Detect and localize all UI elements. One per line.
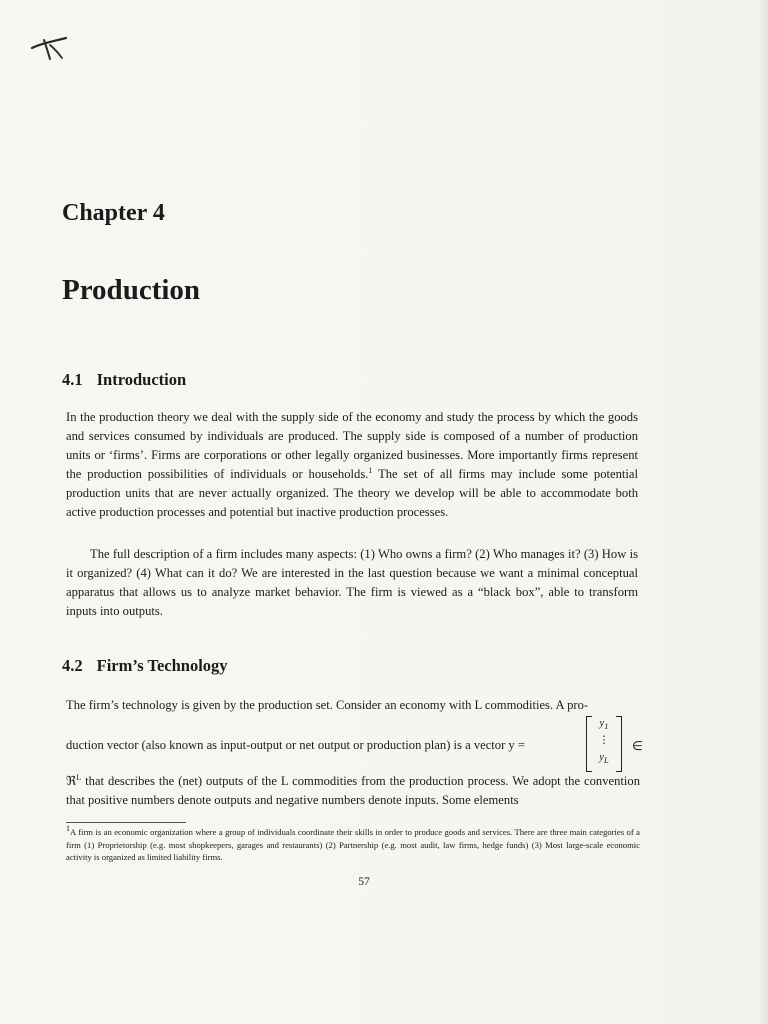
real-space-symbol: ℜ — [66, 774, 77, 788]
page-number: 57 — [358, 876, 370, 888]
vector-entry-ellipsis: ⋮ — [598, 735, 610, 746]
chapter-title: Production — [62, 274, 201, 306]
footnote-reference: 1 — [368, 465, 373, 475]
intro-paragraph-2: The full description of a firm includes many aspects: (1) Who owns a firm? (2) Who manages it? (3) How is it organized? (4) What can it do? We are interested in the last question because we want a minimal conceptual apparatus that allows us to analyze market behavior. The firm is viewed as a “black box”, able to transform inputs into outputs. — [66, 547, 638, 618]
paragraph-text: In the production theory we deal with the supply side of the economy and study the process by which the goods and services consumed by individuals are produced. The supply side is composed of a number of production units or ‘firms’. Firms are corporations or other legally organized businesses. More importantly firms represent the production possibilities of individuals or households. — [66, 410, 638, 481]
section-title: Firm’s Technology — [96, 656, 228, 675]
footnote-divider — [66, 822, 186, 823]
intro-paragraph-1 — [66, 408, 638, 522]
section-title: Introduction — [96, 370, 187, 389]
section-heading-introduction — [62, 370, 186, 390]
paragraph-text: that describes the (net) outputs of the L commodities from the production process. We adopt the convention that positive numbers denote outputs and negative numbers denote inputs. Some elements — [66, 774, 641, 807]
production-vector-row — [66, 716, 643, 772]
vector-entry-last: $y_L$ — [599, 752, 609, 766]
technology-paragraph-line-1: The firm’s technology is given by the production set. Consider an economy with L commodities. A pro- — [66, 698, 589, 712]
footnote-text: A firm is an economic organization where a group of individuals coordinate their skills in order to produce goods and services. There are three main categories of a firm (1) Proprietorship (e.g. most shopkeepers, garages and restaurants) (2) Partnership (e.g. most audit, law firms, hedge funds) (3) Most large-scale economic activity is organized as limited liability firms. — [66, 827, 640, 862]
technology-paragraph-continued — [66, 772, 640, 810]
chapter-label: Chapter 4 — [62, 200, 165, 226]
element-of-symbol: ∈ — [632, 739, 643, 753]
section-number: 4.1 — [62, 370, 83, 389]
section-heading-firms-technology — [62, 656, 228, 676]
vector-entry-first: $y_1$ — [599, 718, 609, 732]
paragraph-text: The set of all firms may include some potential production units that are never actually organized. The theory we develop will be able to accommodate both active production processes and potential but inactive production processes. — [66, 467, 638, 519]
footnote — [66, 826, 640, 864]
footnote-marker: 1 — [66, 824, 70, 834]
section-number: 4.2 — [62, 656, 83, 675]
page-edge-shadow — [758, 0, 768, 1024]
vector-definition-text: duction vector (also known as input-output or net output or production plan) is a vector y = — [66, 738, 525, 752]
handwritten-mark-icon — [28, 32, 72, 62]
production-vector — [586, 716, 622, 770]
real-space-exponent: L — [76, 772, 82, 782]
